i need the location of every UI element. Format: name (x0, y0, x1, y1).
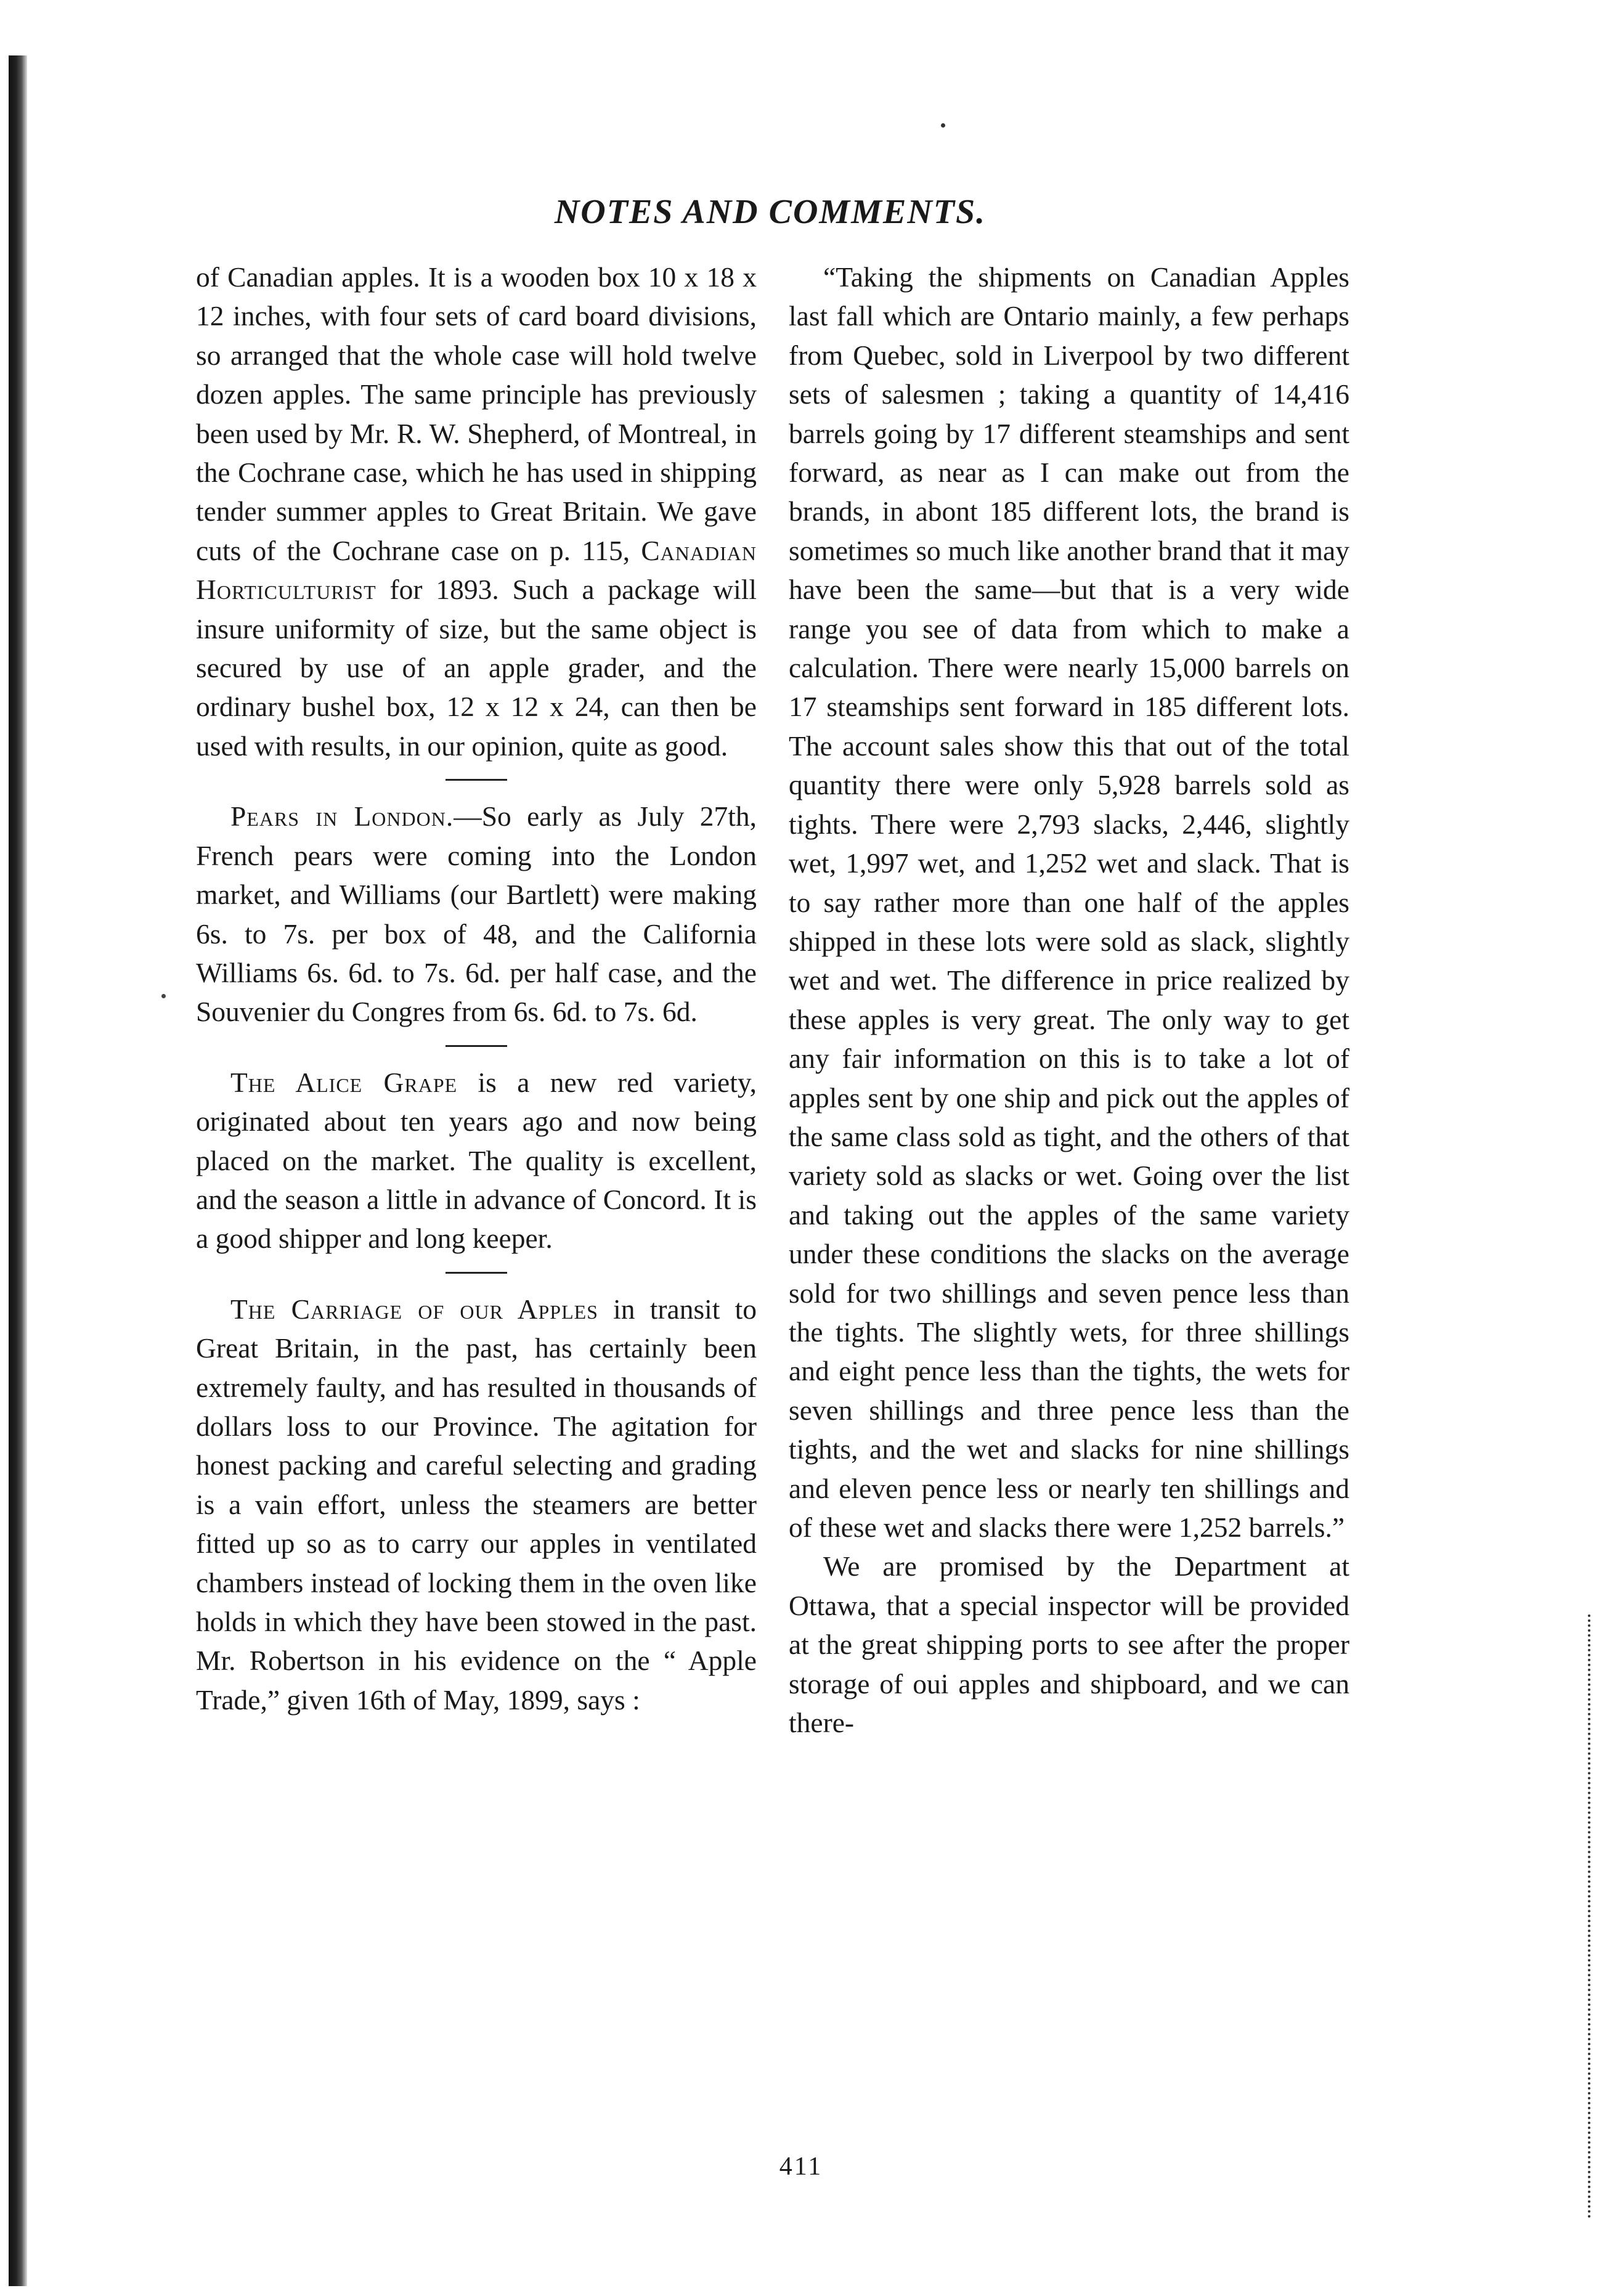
page-binding-edge (9, 55, 27, 2286)
section-heading: The Carriage of our Apples (230, 1293, 598, 1325)
page-number: 411 (779, 2152, 823, 2181)
page-right-edge (1588, 1614, 1594, 2218)
paragraph-text: is a new red variety, originated about ten years ago and now being placed on the market. The quality is excellent, and the season a little in advance of Concord. It is a good shipper and long keeper. (196, 1066, 757, 1255)
section-divider (446, 1045, 507, 1047)
paragraph-text: for 1893. Such a package will insure uniformity of size, but the same object is secured by use of an apple grader, and the ordinary bushel box, 12 x 12 x 24, can then be used with results, in our opinion, quite as good. (196, 574, 757, 762)
section-heading: Pears in London. (230, 800, 454, 833)
running-title: NOTES AND COMMENTS. (554, 193, 987, 231)
paragraph-alice-grape (196, 1063, 757, 1258)
paragraph-apple-box (196, 258, 757, 765)
paragraph-text: —So early as July 27th, French pears were coming into the London market, and Williams (our Bartlett) were making 6s. to 7s. per box of 48, and the California Williams 6s. 6d. to 7s. 6d. per half case, and the Souvenier du Congres from 6s. 6d. to 7s. 6d. (196, 800, 757, 1028)
paragraph-carriage-of-apples (196, 1290, 757, 1719)
paragraph-robertson-quote: “Taking the shipments on Canadian Apples last fall which are Ontario mainly, a few perhaps from Quebec, sold in Liverpool by two different sets of salesmen ; taking a quantity of 14,416 barrels going by 17 different steamships and sent forward, as near as I can make out from the brands, in abont 185 different lots, the brand is sometimes so much like another brand that it may have been the same—but that is a very wide range you see of data from which to make a calculation. There were nearly 15,000 barrels on 17 steamships sent forward in 185 different lots. The account sales show this that out of the total quantity there were only 5,928 barrels sold as tights. There were 2,793 slacks, 2,446, slightly wet, 1,997 wet, and 1,252 wet and slack. That is to say rather more than one half of the apples shipped in these lots were sold as slack, slightly wet and wet. The difference in price realized by these apples is very great. The only way to get any fair information on this is to take a lot of apples sent by one ship and pick out the apples of the same class sold as tight, and the others of that variety sold as slacks or wet. Going over the list and taking out the apples of the same variety under these conditions the slacks on the average sold for two shillings and seven pence less than the tights. The slightly wets, for three shillings and eight pence less than the tights, the wets for seven shillings and three pence less than the tights, and the wet and slacks for nine shillings and eleven pence less or nearly ten shillings and of these wet and slacks there were 1,252 barrels.” (789, 261, 1349, 1543)
paragraph-text: in transit to Great Britain, in the past, has certainly been extremely faulty, and has resulted in thousands of dollars loss to our Province. The agitation for honest packing and careful selecting and grading is a vain effort, unless the steamers are better fitted up so as to carry our apples in ventilated chambers instead of locking them in the oven like holds in which they have been stowed in the past. Mr. Robertson in his evidence on the “ Apple Trade,” given 16th of May, 1899, says : (196, 1293, 757, 1716)
section-divider (446, 1272, 507, 1274)
section-divider (446, 779, 507, 781)
section-heading: The Alice Grape (230, 1066, 458, 1098)
paragraph-pears-in-london (196, 797, 757, 1031)
left-column (196, 258, 757, 1719)
right-column (789, 258, 1349, 1742)
journal-name: Canadian Horticulturist (196, 534, 757, 606)
paragraph-department-promise: We are promised by the Department at Ottawa, that a special inspector will be provided at the great shipping ports to see after the proper storage of oui apples and shipboard, and we can there- (789, 1550, 1349, 1739)
scan-speck (161, 994, 166, 998)
paragraph-text: of Canadian apples. It is a wooden box 10 x 18 x 12 inches, with four sets of card board divisions, so arranged that the whole case will hold twelve dozen apples. The same principle has previously been used by Mr. R. W. Shepherd, of Montreal, in the Cochrane case, which he has used in shipping tender summer apples to Great Britain. We gave cuts of the Cochrane case on p. 115, (196, 261, 757, 566)
scan-speck (941, 123, 945, 128)
